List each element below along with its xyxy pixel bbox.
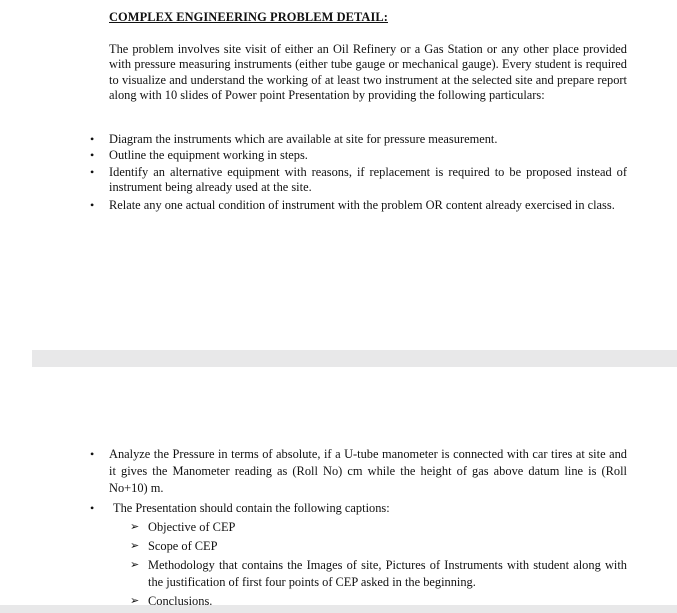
left-margin xyxy=(0,0,32,605)
bullet-icon: • xyxy=(90,164,95,179)
bullet-icon: • xyxy=(90,501,95,515)
intro-paragraph: The problem involves site visit of either an Oil Refinery or a Gas Station or any other place provided with pressure measuring instruments (either tube gauge or mechanical gauge). Every student is required to visualize and understand the working of at least two instrument at the selected site and prepare report along with 10 slides of Power point Presentation by providing the following particulars: xyxy=(109,42,627,103)
list-item: • The Presentation should contain the following captions: ➢ Objective of CEP ➢ Scope of CEP ➢ Methodology that contains the Images of site, Pictures of Instruments with student along with the justification of first four points of CEP asked in the beginning. ➢ Conclusions. xyxy=(71,500,627,610)
arrow-bullet-icon: ➢ xyxy=(130,559,140,571)
list-item: • Analyze the Pressure in terms of absolute, if a U-tube manometer is connected with car tires at site and it gives the Manometer reading as (Roll No) cm while the height of gas above datum line is (Roll No+10) m. xyxy=(90,447,627,495)
captions-list xyxy=(71,519,627,610)
arrow-bullet-icon: ➢ xyxy=(130,540,140,552)
arrow-bullet-icon: ➢ xyxy=(130,595,140,607)
bullet-icon: • xyxy=(90,132,95,146)
page2-list xyxy=(90,446,627,613)
list-item: • Outline the equipment working in steps. xyxy=(90,148,308,163)
bullet-icon: • xyxy=(90,197,95,212)
bullet-icon: • xyxy=(90,447,95,461)
cep-heading: COMPLEX ENGINEERING PROBLEM DETAIL: xyxy=(109,10,388,24)
list-item: ➢ Scope of CEP xyxy=(130,539,218,553)
bullet-icon: • xyxy=(90,148,95,163)
particulars-list xyxy=(90,132,627,215)
list-item: • Relate any one actual condition of instrument with the problem OR content already exercised in class. xyxy=(90,197,615,212)
list-item: • Identify an alternative equipment with reasons, if replacement is required to be proposed instead of instrument being already used at the site. xyxy=(90,164,627,195)
arrow-bullet-icon: ➢ xyxy=(130,521,140,533)
list-item: • Diagram the instruments which are available at site for pressure measurement. xyxy=(90,132,498,146)
list-item: ➢ Methodology that contains the Images of site, Pictures of Instruments with student along with the justification of first four points of CEP asked in the beginning. xyxy=(130,558,627,589)
list-item: ➢ Objective of CEP xyxy=(130,520,236,534)
list-item: ➢ Conclusions. xyxy=(130,594,213,608)
